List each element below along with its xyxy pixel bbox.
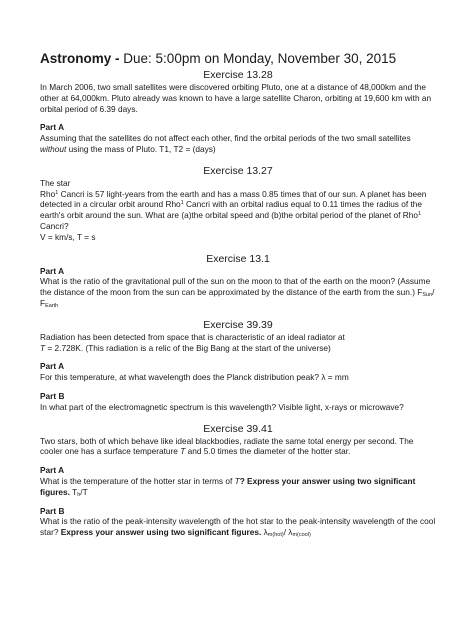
- answer-format: V = km/s, T = s: [40, 231, 96, 242]
- part-text: What is the ratio of the gravitational pull of the sun on the moon to that of the earth on the moon? (Assume the distance of the moon from the sun can be approximated by the distance of the earth from the sun.) $F_{Sun}/$ $F_{Earth}$: [40, 276, 435, 309]
- part-label: Part B: [40, 390, 65, 401]
- part-label: Part B: [40, 505, 65, 516]
- part-label: Part A: [40, 361, 65, 372]
- exercise-heading: Exercise 13.28: [203, 69, 273, 81]
- document-title: [40, 50, 436, 67]
- part-text: What is the temperature of the hotter star in terms of T? Express your answer using two significant figures. $T_h/T$: [40, 475, 416, 498]
- part-label: Part A: [40, 122, 65, 133]
- title-due-date: Due: 5:00pm on Monday, November 30, 2015: [123, 51, 397, 66]
- part-text: What is the ratio of the peak-intensity wavelength of the hot star to the peak-intensity wavelength of the cool star? Express your answer using two significant figures. $\lambda_{m(hot)}/$ $\lambda_{m(cool)}$: [40, 516, 436, 539]
- part-text: For this temperature, at what wavelength does the Planck distribution peak? λ = mm: [40, 372, 349, 383]
- exercise-body: Radiation has been detected from space that is characteristic of an ideal radiator at T = 2.728K. (This radiation is a relic of the Big Bang at the start of the universe): [40, 331, 345, 353]
- part-label: Part A: [40, 465, 65, 476]
- part-text: Assuming that the satellites do not affect each other, find the orbital periods of the two small satellites without using the mass of Pluto. T1, T2 = (days): [40, 133, 411, 154]
- part-label: Part A: [40, 265, 65, 276]
- part-text: In what part of the electromagnetic spectrum is this wavelength? Visible light, x-rays or microwave?: [40, 401, 404, 412]
- exercise-heading: Exercise 13.27: [203, 164, 273, 177]
- exercise-heading: Exercise 13.1: [206, 252, 270, 265]
- exercise-heading: Exercise 39.41: [203, 422, 273, 435]
- exercise-intro: The star: [40, 177, 71, 188]
- exercise-body: Rho$^1$ Cancri is 57 light-years from the earth and has a mass 0.85 times that of our sun. A planet has been detected in a circular orbit around Rho$^1$ Cancri with an orbital radius equal to 0.11 times the radius of the earth's orbit around the sun. What are (a)the orbital speed and (b)the orbital period of the planet of Rho$^1$ Cancri?: [40, 188, 427, 231]
- title-course: Astronomy -: [40, 51, 120, 66]
- exercise-body: In March 2006, two small satellites were discovered orbiting Pluto, one at a distance of 48,000km and the other at 64,000km. Pluto already was known to have a large satellite Charon, orbiting at 19,600 km with an orbital period of 6.39 days.: [40, 82, 432, 114]
- exercise-body: Two stars, both of which behave like ideal blackbodies, radiate the same total energy per second. The cooler one has a surface temperature T and 5.0 times the diameter of the hotter star.: [40, 435, 414, 457]
- exercise-heading: Exercise 39.39: [203, 318, 273, 331]
